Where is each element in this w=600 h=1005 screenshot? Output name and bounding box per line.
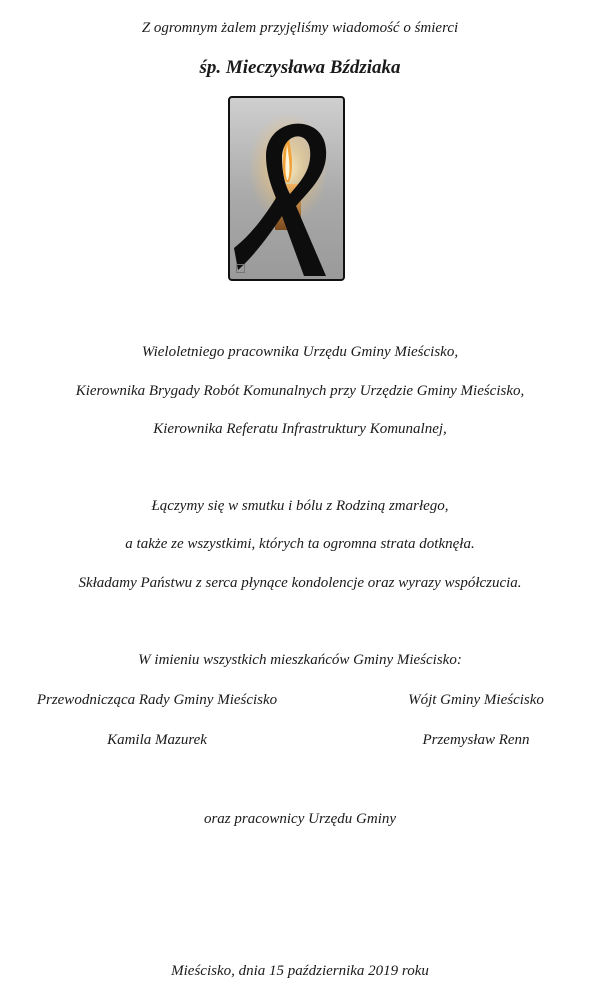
- role-line-3: Kierownika Referatu Infrastruktury Komunalnej,: [153, 421, 447, 437]
- left-signatory-name: Kamila Mazurek: [107, 732, 207, 748]
- mourning-image: [228, 96, 345, 281]
- condolence-line-1: Łączymy się w smutku i bólu z Rodziną zmarłego,: [151, 498, 449, 514]
- condolence-line-2: a także ze wszystkimi, których ta ogromna strata dotknęła.: [125, 536, 475, 552]
- frame-corner-mark: [236, 264, 245, 273]
- right-signatory-title: Wójt Gminy Mieścisko: [408, 692, 544, 708]
- on-behalf-text: W imieniu wszystkich mieszkańców Gminy Mieścisko:: [138, 652, 462, 668]
- role-line-2: Kierownika Brygady Robót Komunalnych przy Urzędzie Gminy Mieścisko,: [75, 383, 525, 399]
- role-line-1: Wieloletniego pracownika Urzędu Gminy Mieścisko,: [141, 344, 459, 360]
- right-signatory-name: Przemysław Renn: [422, 732, 530, 748]
- staff-text: oraz pracownicy Urzędu Gminy: [203, 811, 397, 827]
- place-date: Mieścisko, dnia 15 października 2019 roku: [171, 963, 429, 979]
- deceased-name: śp. Mieczysława Bździaka: [199, 57, 401, 78]
- mourning-ribbon-candle-icon: [230, 98, 343, 279]
- intro-text: Z ogromnym żalem przyjęliśmy wiadomość o śmierci: [141, 20, 459, 36]
- condolence-line-3: Składamy Państwu z serca płynące kondolencje oraz wyrazy współczucia.: [78, 575, 522, 591]
- left-signatory-title: Przewodnicząca Rady Gminy Mieścisko: [36, 692, 278, 708]
